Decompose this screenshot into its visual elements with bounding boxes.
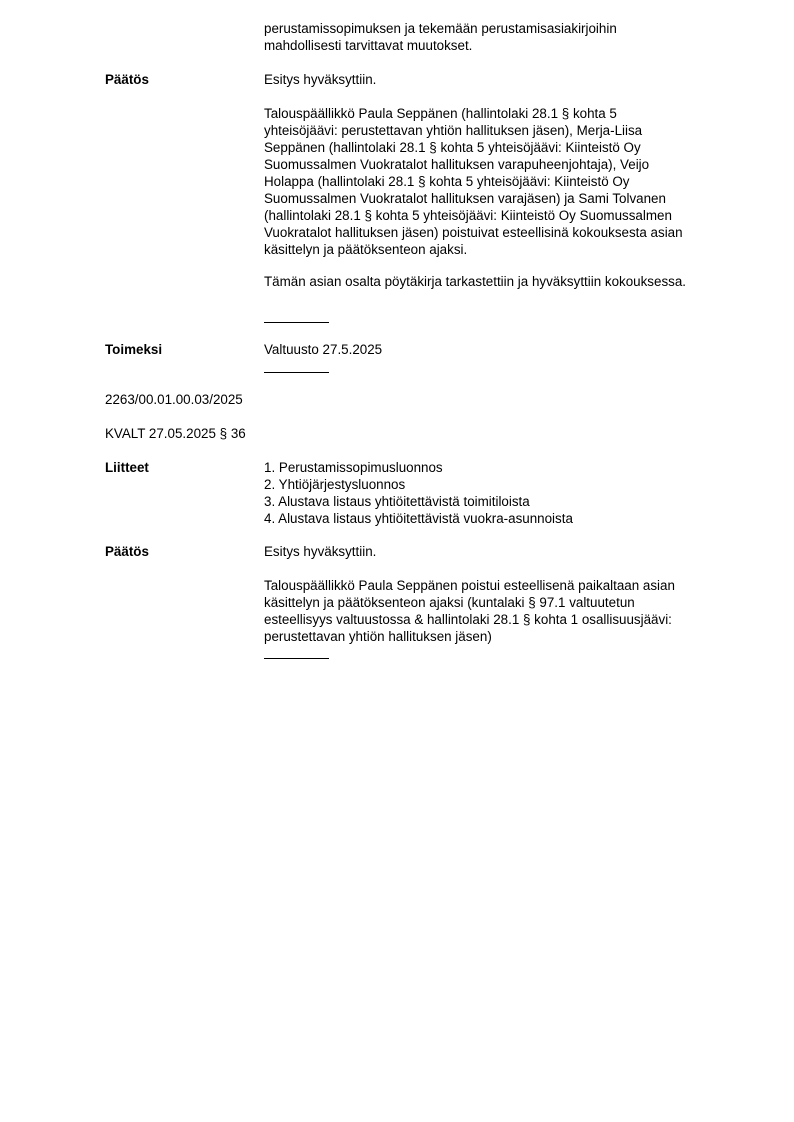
record-reference: 2263/00.01.00.03/2025	[105, 392, 243, 407]
attachment-item: 2. Yhtiöjärjestysluonnos	[264, 477, 406, 492]
decision-text: Esitys hyväksyttiin.	[264, 544, 377, 559]
paragraph-line: Talouspäällikkö Paula Seppänen poistui esteellisenä paikaltaan asian	[264, 578, 675, 593]
decision-label: Päätös	[105, 72, 149, 87]
paragraph-line: (hallintolaki 28.1 § kohta 5 yhteisöjäävi: Kiinteistö Oy Suomussalmen	[264, 208, 672, 223]
attachment-item: 1. Perustamissopimusluonnos	[264, 460, 443, 475]
separator-line	[264, 322, 329, 323]
meeting-reference: KVALT 27.05.2025 § 36	[105, 426, 246, 441]
attachments-label: Liitteet	[105, 460, 149, 475]
paragraph-line: Talouspäällikkö Paula Seppänen (hallintolaki 28.1 § kohta 5	[264, 106, 617, 121]
intro-line: mahdollisesti tarvittavat muutokset.	[264, 38, 473, 53]
attachment-item: 4. Alustava listaus yhtiöitettävistä vuokra-asunnoista	[264, 511, 573, 526]
paragraph-line: yhteisöjäävi: perustettavan yhtiön hallituksen jäsen), Merja-Liisa	[264, 123, 643, 138]
decision-text: Esitys hyväksyttiin.	[264, 72, 377, 87]
separator-line	[264, 658, 329, 659]
toimeksi-value: Valtuusto 27.5.2025	[264, 342, 383, 357]
approval-text: Tämän asian osalta pöytäkirja tarkastettiin ja hyväksyttiin kokouksessa.	[264, 274, 687, 289]
paragraph-line: esteellisyys valtuustossa & hallintolaki 28.1 § kohta 1 osallisuusjäävi:	[264, 612, 672, 627]
attachment-item: 3. Alustava listaus yhtiöitettävistä toimitiloista	[264, 494, 530, 509]
paragraph-line: Seppänen (hallintolaki 28.1 § kohta 5 yhteisöjäävi: Kiinteistö Oy	[264, 140, 641, 155]
paragraph-line: Holappa (hallintolaki 28.1 § kohta 5 yhteisöjäävi: Kiinteistö Oy	[264, 174, 630, 189]
separator-line	[264, 372, 329, 373]
intro-line: perustamissopimuksen ja tekemään perustamisasiakirjoihin	[264, 21, 617, 36]
disqualification-paragraph	[264, 105, 734, 258]
paragraph-line: käsittelyn ja päätöksenteon ajaksi.	[264, 242, 468, 257]
paragraph-line: perustettavan yhtiön hallituksen jäsen)	[264, 629, 492, 644]
attachments-list	[264, 459, 734, 527]
decision-label: Päätös	[105, 544, 149, 559]
disqualification-paragraph	[264, 577, 734, 645]
paragraph-line: käsittelyn ja päätöksenteon ajaksi (kuntalaki § 97.1 valtuutetun	[264, 595, 635, 610]
paragraph-line: Suomussalmen Vuokratalot hallituksen varajäsen) ja Sami Tolvanen	[264, 191, 666, 206]
paragraph-line: Vuokratalot hallituksen jäsen) poistuivat esteellisinä kokouksesta asian	[264, 225, 683, 240]
paragraph-line: Suomussalmen Vuokratalot hallituksen varapuheenjohtaja), Veijo	[264, 157, 650, 172]
intro-text	[264, 20, 734, 54]
toimeksi-label: Toimeksi	[105, 342, 163, 357]
